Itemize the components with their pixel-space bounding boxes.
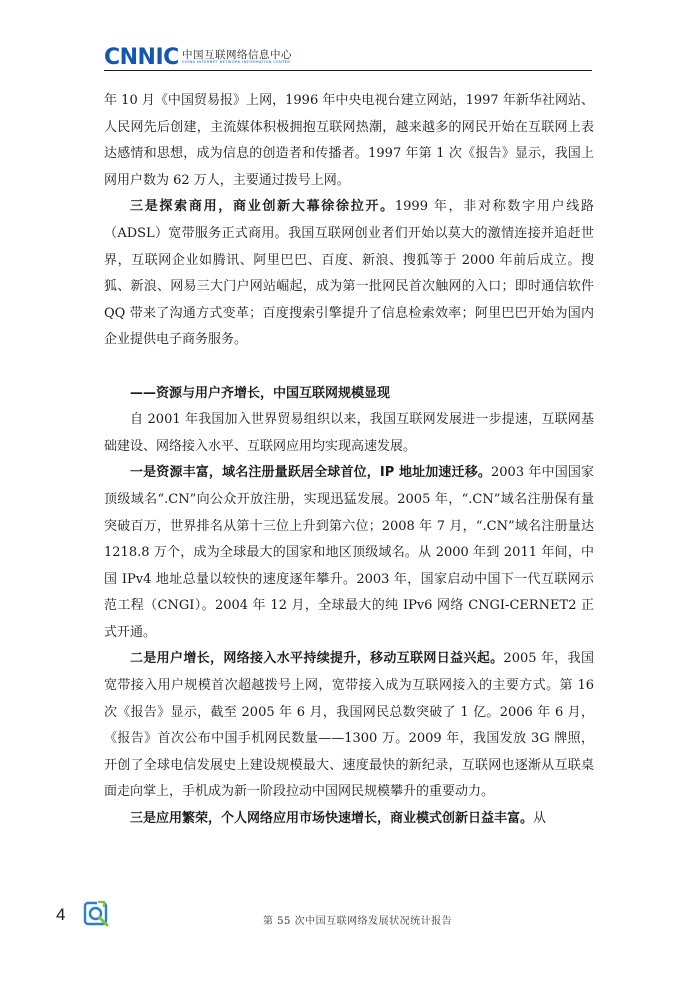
document-body (104, 88, 594, 833)
paragraph-text: 年 10 月《中国贸易报》上网，1996 年中央电视台建立网站，1997 年新华社网站、人民网先后创建，主流媒体积极拥抱互联网热潮，越来越多的网民开始在互联网上表达感情和思想，成为信息的创造者和传播者。1997 年第 1 次《报告》显示，我国上网用户数为 62 万人，主要通过拨号上网。 (104, 93, 594, 188)
header-divider (104, 70, 592, 71)
organization-name-cn: 中国互联网络信息中心 (182, 49, 292, 61)
page-header (104, 46, 590, 70)
cnnic-report-icon (83, 900, 111, 928)
paragraph-text: 从 (533, 811, 547, 827)
cnnic-logo: CNNIC (104, 45, 179, 70)
report-title: 第 55 次中国互联网络发展状况统计报告 (263, 916, 453, 927)
paragraph-text: 2003 年中国国家顶级域名“.CN”向公众开放注册，实现迅猛发展。2005 年，“.CN”域名注册保有量突破百万，世界排名从第十三位上升到第六位；2008 年 7 月，“.CN”域名注册量达 1218.8 万个，成为全球最大的国家和地区顶级域名。从 2000 年到 2011 年间，中国 IPv4 地址总量以较快的速度逐年攀升。2003 年，国家启动中国下一代互联网示范工程（CNGI）。2004 年 12 月，全球最大的纯 IPv6 网络 CNGI-CERNET2 正式开通。 (104, 465, 594, 640)
paragraph-4 (104, 460, 594, 646)
section-heading-text: ——资源与用户齐增长，中国互联网规模显现 (130, 385, 391, 401)
paragraph-text: 1999 年，非对称数字用户线路（ADSL）宽带服务正式商用。我国互联网创业者们开始以莫大的激情连接并追赶世界，互联网企业如腾讯、阿里巴巴、百度、新浪、搜狐等于 2000 年前后成立。搜狐、新浪、网易三大门户网站崛起，成为第一批网民首次触网的入口；即时通信软件 QQ 带来了沟通方式变革；百度搜索引擎提升了信息检索效率；阿里巴巴开始为国内企业提供电子商务服务。 (104, 199, 594, 348)
paragraph-text: 2005 年，我国宽带接入用户规模首次超越拨号上网，宽带接入成为互联网接入的主要方式。第 16 次《报告》显示，截至 2005 年 6 月，我国网民总数突破了 1 亿。2006 年 6 月，《报告》首次公布中国手机网民数量——1300 万。2009 年，我国发放 3G 牌照，开创了全球电信发展史上建设规模最大、速度最快的新纪录，互联网也逐渐从互联桌面走向掌上，手机成为新一阶段拉动中国网民规模攀升的重要动力。 (104, 651, 594, 800)
section-heading (104, 381, 594, 408)
paragraph-6 (104, 806, 594, 833)
organization-name-en: CHINA INTERNET NETWORK INFORMATION CENTER (182, 60, 291, 64)
paragraph-lead: 一是资源丰富，域名注册量跃居全球首位，IP 地址加速迁移。 (130, 465, 492, 481)
paragraph-1 (104, 88, 594, 194)
paragraph-lead: 三是应用繁荣，个人网络应用市场快速增长，商业模式创新日益丰富。 (130, 811, 534, 827)
paragraph-5 (104, 646, 594, 806)
page-number: 4 (56, 905, 66, 924)
paragraph-3 (104, 407, 594, 460)
paragraph-text: 自 2001 年我国加入世界贸易组织以来，我国互联网发展进一步提速，互联网基础建设、网络接入水平、互联网应用均实现高速发展。 (104, 412, 594, 454)
paragraph-lead: 二是用户增长，网络接入水平持续提升，移动互联网日益兴起。 (130, 651, 504, 667)
paragraph-lead: 三是探索商用，商业创新大幕徐徐拉开。 (130, 199, 395, 215)
spacer (104, 354, 594, 381)
paragraph-2 (104, 194, 594, 354)
